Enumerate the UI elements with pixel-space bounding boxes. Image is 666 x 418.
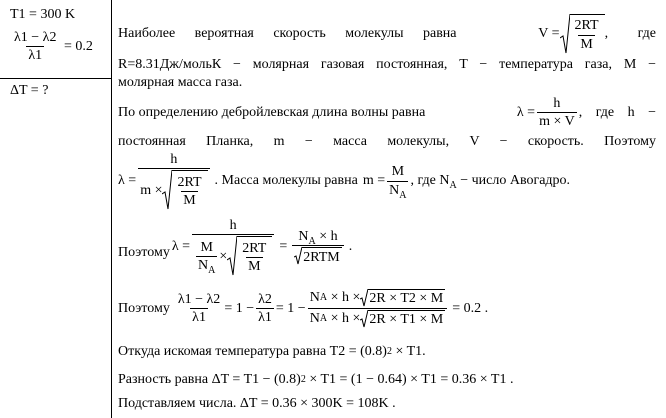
p6-line: Откуда искомая температура равна T2 = (0.8) 2 × T1.: [118, 344, 426, 359]
p5-frac3-denominator: N A × h × 2R × T1 × M: [308, 308, 448, 328]
p1-line3: молярная масса газа.: [118, 75, 243, 90]
p4-result-numerator: $N_A \times h$: [298, 229, 338, 247]
p5-frac1-numerator: λ1 − λ2: [177, 291, 221, 307]
given-separator: [0, 78, 111, 79]
given-t1: T1 = 300 K: [10, 7, 76, 22]
p3-tail: , где $N_A$ − число Авогадро.: [410, 173, 571, 191]
p1-v-denominator: M: [580, 36, 593, 52]
p5-frac3-num-radicand: 2R × T2 × M: [368, 289, 445, 307]
p5-frac2-denominator: λ1: [258, 310, 272, 325]
p4-label: Поэтому: [118, 245, 170, 261]
given-ratio-denominator: λ1: [28, 48, 43, 64]
p1-line1: [118, 14, 656, 54]
p5-frac3: [308, 289, 448, 328]
p1-line2: R=8.31Дж/мольК − молярная газовая постоянная, T − температура газа, M −: [118, 57, 656, 72]
p4-den-m: M: [200, 239, 213, 255]
p8-text: Подставляем числа. ΔT = 0.36 × 300K = 108K .: [118, 396, 396, 411]
p4-lam-eq: λ =: [171, 239, 191, 255]
p8-line: [118, 396, 396, 412]
given-ratio-numerator: λ1 − λ2: [14, 30, 57, 45]
p4-result-radicand: 2RTM: [302, 247, 342, 265]
p5-frac1: [176, 292, 222, 326]
p4-result-fraction: [292, 229, 344, 265]
p5-frac2: [256, 292, 274, 326]
p3-sqrt: [162, 170, 207, 210]
column-divider: [111, 0, 112, 418]
p1-body: [118, 56, 656, 92]
p1-v-numerator: 2RT: [574, 18, 599, 34]
p1-velocity-formula: [538, 14, 656, 54]
p5-line: [118, 289, 488, 328]
given-find: ΔT = ?: [10, 83, 49, 98]
p3-den-m: m ×: [140, 182, 163, 198]
radical-sign-icon: [162, 170, 172, 210]
p7-text: Разность равна ΔT = T1 − (0.8): [118, 372, 301, 387]
given-ratio-fraction: [12, 30, 58, 64]
p4-times: ×: [219, 248, 228, 264]
radical-sign-icon: [360, 289, 368, 307]
p3-fraction: [138, 152, 209, 210]
p4-fraction: [192, 218, 274, 276]
p4-denominator: [192, 234, 274, 276]
p4-eq: =: [279, 239, 288, 255]
p1-line1-text: Наиболее вероятная скорость молекулы равна: [118, 26, 457, 41]
p4-numerator: h: [229, 218, 237, 233]
p1-line1-tail: , где: [604, 26, 656, 41]
p3-lam-eq: λ =: [118, 173, 137, 189]
p3-denominator: [138, 168, 209, 210]
p5-frac2-numerator: λ2: [258, 291, 272, 307]
p3-rad-denominator: M: [183, 192, 196, 208]
p2-lam-numerator: h: [553, 96, 561, 111]
given-ratio-value: = 0.2: [63, 39, 93, 55]
given-ratio: [10, 30, 93, 64]
p5-eq1: = 1 −: [224, 300, 255, 316]
p5-eq2: = 1 −: [275, 300, 306, 316]
p5-label: Поэтому: [118, 300, 170, 316]
radical-sign-icon: [227, 236, 237, 276]
p4-line: [118, 218, 352, 276]
radical-sign-icon: [560, 14, 570, 54]
p2-wavelength-formula: [517, 96, 656, 130]
p6-text: Откуда искомая температура равна T2 = (0.8): [118, 344, 387, 359]
p3-rad-numerator: 2RT: [177, 174, 202, 190]
p4-rad-denominator: M: [248, 258, 261, 274]
p7-tail: × T1 = (1 − 0.64) × T1 = 0.36 × T1 .: [305, 372, 514, 387]
p2-body: [118, 133, 656, 151]
p4-end: .: [348, 239, 353, 255]
p1-sqrt: [560, 14, 605, 54]
p2-line1: [118, 96, 656, 130]
p2-lam-eq: λ =: [516, 104, 536, 120]
radical-sign-icon: [294, 247, 302, 265]
p3-m-denominator: $N_A$: [389, 182, 407, 201]
p3-m-numerator: M: [391, 164, 405, 180]
p6-tail: × T1.: [391, 344, 426, 359]
p4-sqrt: [227, 236, 272, 276]
p7-line: Разность равна ΔT = T1 − (0.8) 2 × T1 = (1 − 0.64) × T1 = 0.36 × T1 .: [118, 372, 514, 387]
radical-sign-icon: [360, 310, 368, 328]
p2-line1-text: По определению дебройлевская длина волны равна: [118, 104, 426, 120]
p4-den-na: $N_A$: [198, 257, 216, 276]
p4-result-denominator: [292, 245, 344, 265]
p5-frac3-numerator: N A × h × 2R × T2 × M: [309, 290, 444, 307]
p2-line1-tail: , где h −: [578, 104, 656, 120]
p2-lam-denominator: m × V: [539, 114, 575, 130]
p5-frac3-den-radicand: 2R × T1 × M: [368, 310, 445, 328]
p3-line: [118, 152, 570, 210]
p3-text: . Масса молекулы равна: [214, 173, 358, 189]
p3-numerator: h: [170, 152, 178, 167]
p1-v-eq: V =: [538, 26, 560, 41]
p5-result: = 0.2 .: [452, 300, 489, 316]
p3-m-fraction: [387, 164, 408, 201]
p5-frac1-denominator: λ1: [192, 310, 206, 325]
p4-rad-numerator: 2RT: [242, 240, 267, 256]
p3-m-eq: m =: [362, 173, 386, 189]
p2-line2: постоянная Планка, m − масса молекулы, V − скорость. Поэтому: [118, 134, 656, 149]
